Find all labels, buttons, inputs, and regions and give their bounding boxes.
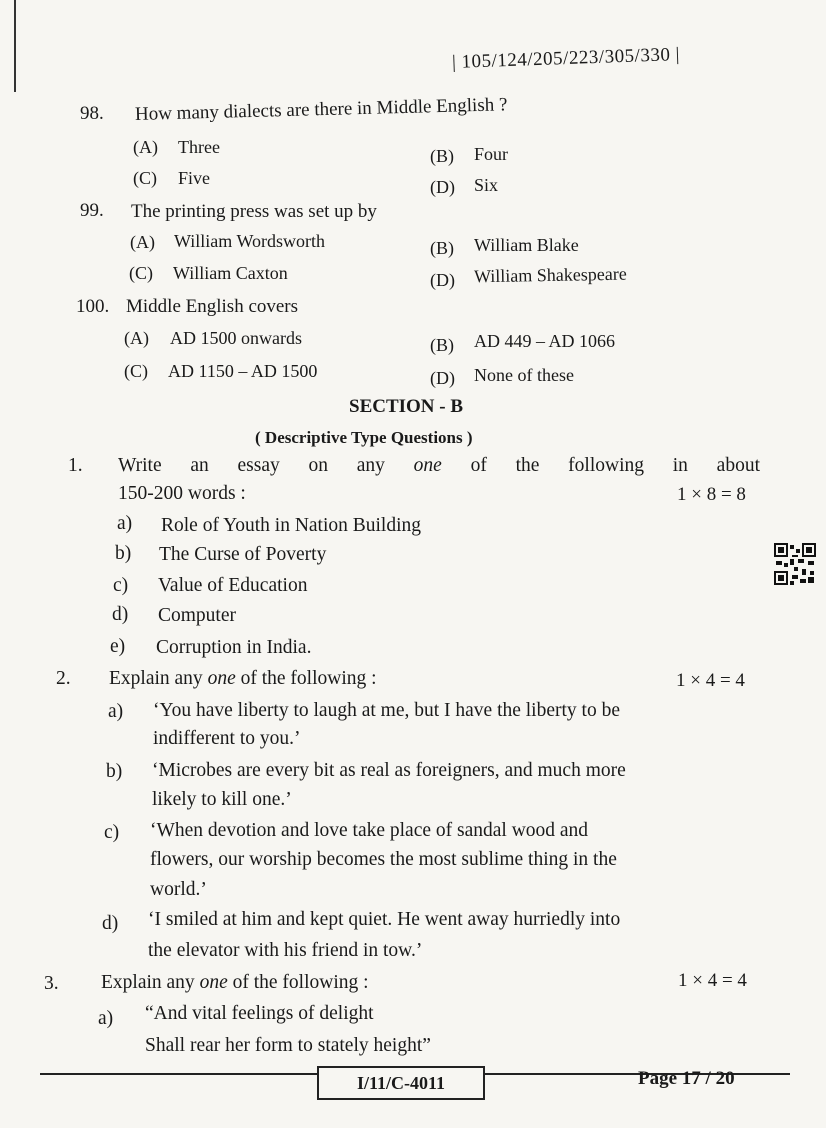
option-text: William Shakespeare: [473, 263, 627, 287]
option-label: (C): [124, 361, 148, 381]
item-text: The Curse of Poverty: [159, 544, 327, 565]
item-label: d): [112, 604, 129, 625]
question-text: [109, 668, 377, 690]
question-number: 98.: [80, 103, 104, 124]
question-suffix: of the following :: [240, 668, 377, 689]
quote-line: the elevator with his friend in tow.’: [148, 940, 423, 961]
quote-line: world.’: [150, 879, 207, 900]
option-text: Five: [178, 168, 211, 188]
qr-code: [774, 543, 816, 585]
quote-line: ‘When devotion and love take place of sandal wood and: [150, 820, 589, 841]
item-label: b): [115, 543, 132, 564]
question-text-line: 150-200 words :: [118, 483, 246, 504]
section-title: SECTION - B: [349, 396, 464, 417]
question-suffix: of the following :: [232, 972, 369, 993]
option-label: (B): [430, 335, 454, 355]
question-text: [101, 972, 369, 994]
verse-line: “And vital feelings of delight: [145, 1003, 374, 1024]
quote-line: ‘Microbes are every bit as real as foreigners, and much more: [152, 760, 626, 781]
quote-line: indifferent to you.’: [153, 728, 301, 749]
quote-line: flowers, our worship becomes the most sublime thing in the: [150, 849, 617, 870]
word: the: [515, 455, 540, 476]
item-text: Corruption in India.: [156, 637, 312, 658]
item-label: c): [113, 575, 129, 596]
option-text: None of these: [474, 365, 574, 385]
item-label: b): [106, 761, 123, 782]
word: of: [470, 455, 487, 476]
option-text: Six: [474, 175, 499, 195]
item-label: a): [98, 1008, 114, 1029]
option-text: William Caxton: [173, 263, 288, 283]
option-label: (D): [430, 177, 455, 197]
word: in: [672, 455, 688, 476]
question-text: Middle English covers: [126, 296, 299, 317]
option-label: (C): [133, 168, 157, 188]
option-text: AD 1150 – AD 1500: [168, 361, 318, 381]
section-subtitle: ( Descriptive Type Questions ): [255, 428, 473, 447]
marks: 1 × 4 = 4: [678, 970, 747, 991]
item-label: d): [102, 913, 119, 934]
marks: 1 × 4 = 4: [676, 670, 745, 691]
option-text: AD 1500 onwards: [170, 328, 302, 348]
option-text: William Blake: [474, 235, 579, 255]
marks: 1 × 8 = 8: [677, 484, 746, 505]
question-emphasis: one: [207, 668, 236, 689]
question-text: How many dialects are there in Middle English ?: [134, 94, 508, 125]
word: Write: [118, 455, 162, 476]
margin-line: [14, 0, 16, 92]
item-text: Role of Youth in Nation Building: [161, 515, 422, 536]
quote-line: ‘I smiled at him and kept quiet. He went away hurriedly into: [148, 909, 621, 930]
option-label: (A): [130, 232, 155, 252]
option-label: (D): [430, 368, 455, 388]
booklet-code: I/11/C-4011: [317, 1066, 485, 1100]
option-label: (A): [133, 137, 158, 157]
word: an: [190, 455, 209, 476]
option-text: William Wordsworth: [174, 231, 325, 251]
question-number: 100.: [76, 296, 110, 317]
quote-line: ‘You have liberty to laugh at me, but I have the liberty to be: [153, 700, 620, 721]
question-emphasis: one: [199, 972, 228, 993]
word: any: [356, 455, 385, 476]
verse-line: Shall rear her form to stately height”: [145, 1035, 431, 1056]
page-number: Page 17 / 20: [638, 1068, 735, 1089]
quote-line: likely to kill one.’: [152, 789, 292, 810]
option-label: (D): [430, 270, 455, 290]
option-label: (B): [430, 238, 454, 258]
word: on: [308, 455, 329, 476]
word: following: [568, 455, 644, 476]
question-prefix: Explain any: [101, 972, 195, 993]
item-text: Computer: [158, 605, 236, 626]
question-number: 99.: [80, 200, 104, 221]
word-emphasis: one: [413, 455, 442, 476]
option-text: Four: [474, 144, 509, 164]
item-label: c): [104, 822, 120, 843]
question-text: The printing press was set up by: [131, 201, 377, 222]
option-label: (A): [124, 328, 149, 348]
option-text: AD 449 – AD 1066: [474, 331, 616, 351]
question-text-line: [118, 455, 760, 477]
question-prefix: Explain any: [109, 668, 203, 689]
word: essay: [237, 455, 280, 476]
option-label: (B): [430, 146, 454, 166]
item-label: a): [108, 701, 124, 722]
item-label: a): [117, 513, 133, 534]
question-number: 3.: [44, 973, 59, 994]
option-text: Three: [178, 137, 220, 157]
item-label: e): [110, 636, 126, 657]
word: about: [716, 455, 760, 476]
question-number: 1.: [68, 455, 83, 476]
paper-codes: | 105/124/205/223/305/330 |: [451, 44, 681, 73]
item-text: Value of Education: [158, 575, 308, 596]
question-number: 2.: [56, 668, 71, 689]
option-label: (C): [129, 263, 153, 283]
